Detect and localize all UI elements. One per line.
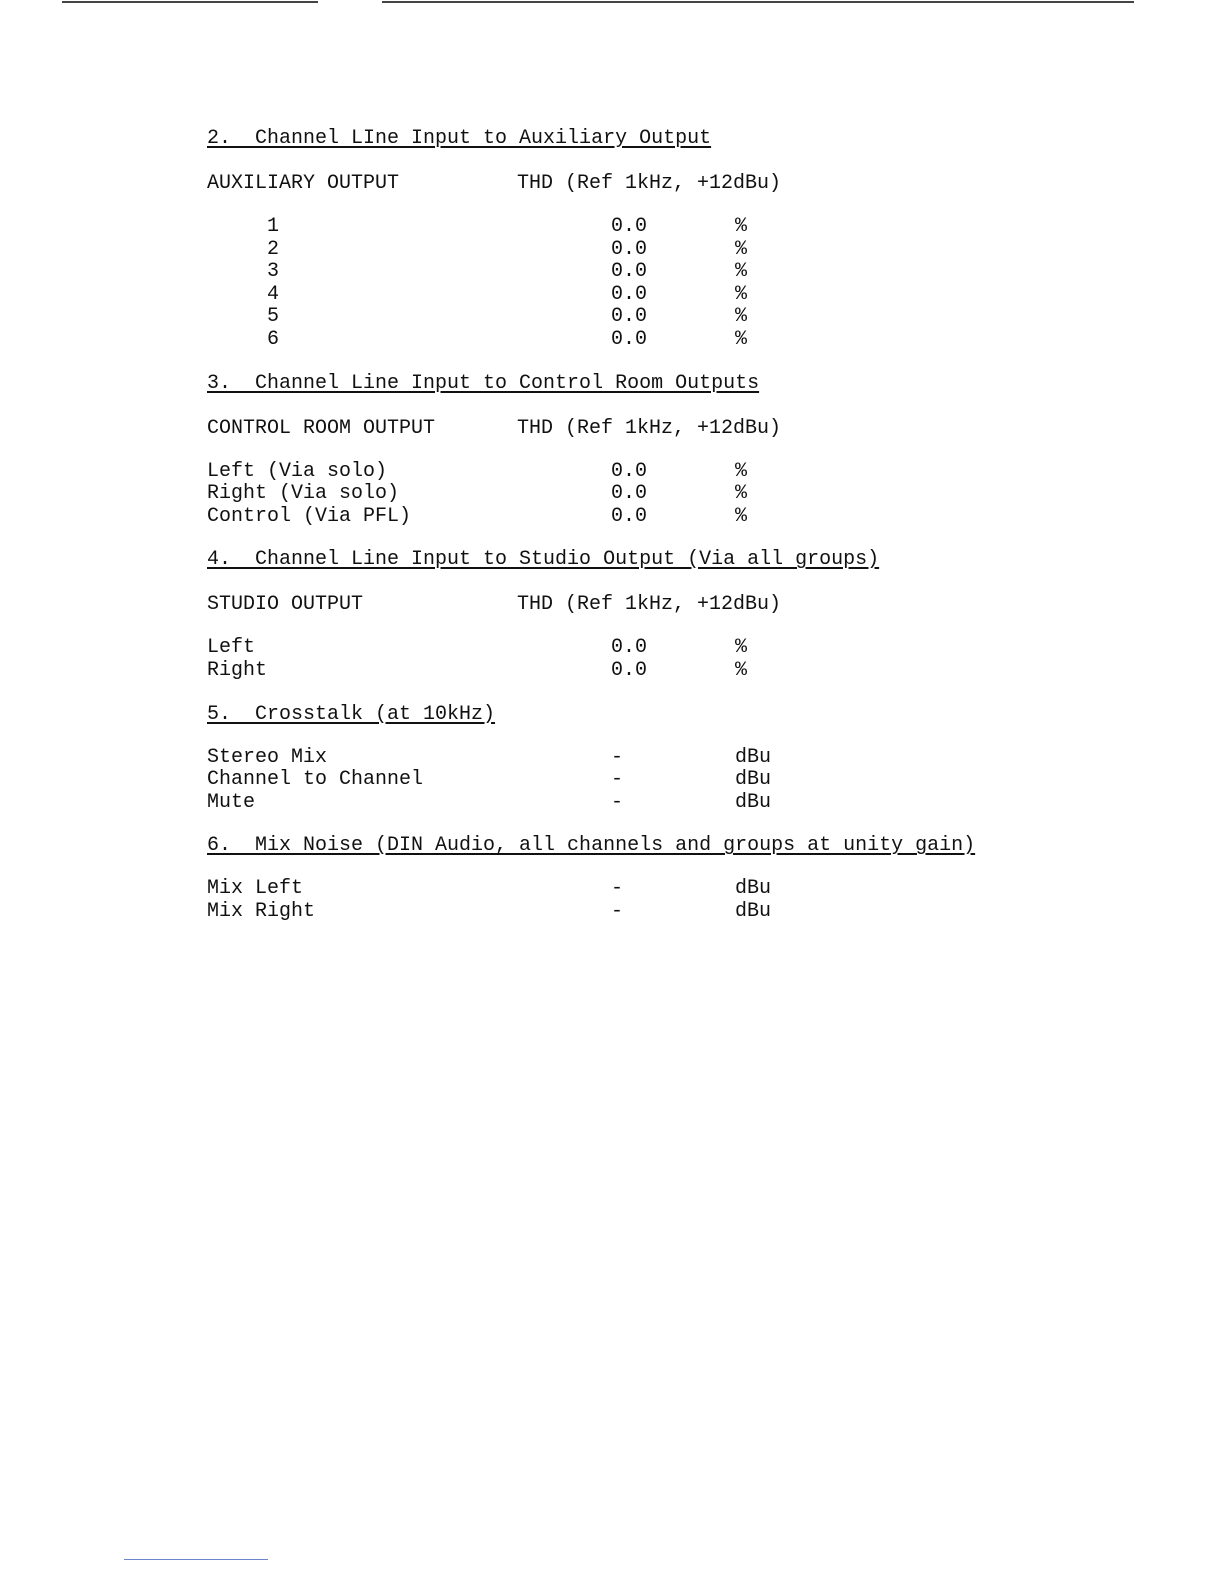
- row-unit: %: [735, 237, 748, 261]
- row-label: Mix Left: [207, 877, 304, 901]
- top-rule-right: [382, 1, 1134, 3]
- table-row: [207, 506, 1107, 529]
- row-label: Channel to Channel: [207, 768, 424, 792]
- column-label: CONTROL ROOM OUTPUT: [207, 416, 436, 440]
- bottom-rule: [124, 1559, 268, 1560]
- row-unit: %: [735, 482, 748, 506]
- table-row: [207, 901, 1107, 924]
- table-row: [207, 216, 1107, 239]
- row-value: -: [611, 877, 624, 901]
- row-label: Left: [207, 636, 256, 660]
- spec-content: [207, 126, 1107, 943]
- row-value: -: [611, 768, 624, 792]
- section-heading: 6. Mix Noise (DIN Audio, all channels and groups at unity gain): [207, 834, 976, 858]
- row-label: 3: [267, 260, 280, 284]
- column-header: [207, 416, 1107, 442]
- table-row: [207, 284, 1107, 307]
- row-unit: dBu: [735, 745, 772, 769]
- row-value: 0.0: [611, 658, 648, 682]
- row-unit: %: [735, 215, 748, 238]
- section-heading: 4. Channel Line Input to Studio Output (Via all groups): [207, 548, 880, 572]
- row-label: 5: [267, 305, 280, 329]
- column-value-header: THD (Ref 1kHz, +12dBu): [517, 416, 782, 440]
- row-unit: dBu: [735, 768, 772, 792]
- table-row: [207, 329, 1107, 352]
- row-value: 0.0: [611, 260, 648, 284]
- row-label: Right: [207, 658, 268, 682]
- column-header: [207, 171, 1107, 197]
- table-row: [207, 747, 1107, 770]
- table-row: [207, 483, 1107, 506]
- row-value: 0.0: [611, 504, 648, 528]
- top-rule-left: [62, 1, 318, 3]
- measurement-table: [207, 637, 1107, 682]
- measurement-table: [207, 461, 1107, 529]
- column-header: [207, 592, 1107, 618]
- table-row: [207, 261, 1107, 284]
- section-heading: 3. Channel Line Input to Control Room Outputs: [207, 371, 760, 395]
- table-row: [207, 660, 1107, 683]
- column-label: STUDIO OUTPUT: [207, 593, 364, 617]
- section-heading: 5. Crosstalk (at 10kHz): [207, 702, 496, 726]
- measurement-table: [207, 747, 1107, 815]
- row-unit: dBu: [735, 877, 772, 901]
- row-unit: %: [735, 504, 748, 528]
- column-value-header: THD (Ref 1kHz, +12dBu): [517, 172, 782, 195]
- row-label: Right (Via solo): [207, 482, 400, 506]
- row-value: 0.0: [611, 282, 648, 306]
- row-unit: %: [735, 282, 748, 306]
- row-unit: %: [735, 636, 748, 660]
- row-label: Stereo Mix: [207, 745, 328, 769]
- row-unit: dBu: [735, 790, 772, 814]
- row-value: 0.0: [611, 215, 648, 238]
- measurement-table: [207, 878, 1107, 923]
- row-label: Control (Via PFL): [207, 504, 412, 528]
- row-value: -: [611, 745, 624, 769]
- row-unit: %: [735, 305, 748, 329]
- row-label: 1: [267, 215, 280, 238]
- row-label: 6: [267, 327, 280, 351]
- row-value: 0.0: [611, 237, 648, 261]
- table-row: [207, 769, 1107, 792]
- table-row: [207, 239, 1107, 262]
- row-value: 0.0: [611, 636, 648, 660]
- column-label: AUXILIARY OUTPUT: [207, 172, 400, 195]
- table-row: [207, 461, 1107, 484]
- row-label: 4: [267, 282, 280, 306]
- measurement-table: [207, 216, 1107, 352]
- row-unit: %: [735, 327, 748, 351]
- table-row: [207, 792, 1107, 815]
- row-value: 0.0: [611, 459, 648, 483]
- row-value: 0.0: [611, 305, 648, 329]
- row-value: -: [611, 790, 624, 814]
- table-row: [207, 878, 1107, 901]
- row-unit: %: [735, 658, 748, 682]
- table-row: [207, 637, 1107, 660]
- row-label: Mix Right: [207, 899, 316, 923]
- row-unit: %: [735, 459, 748, 483]
- row-label: Mute: [207, 790, 256, 814]
- row-value: 0.0: [611, 327, 648, 351]
- row-value: 0.0: [611, 482, 648, 506]
- row-label: 2: [267, 237, 280, 261]
- row-unit: %: [735, 260, 748, 284]
- column-value-header: THD (Ref 1kHz, +12dBu): [517, 593, 782, 617]
- section-heading: 2. Channel LIne Input to Auxiliary Output: [207, 127, 712, 150]
- row-label: Left (Via solo): [207, 459, 388, 483]
- row-unit: dBu: [735, 899, 772, 923]
- table-row: [207, 306, 1107, 329]
- row-value: -: [611, 899, 624, 923]
